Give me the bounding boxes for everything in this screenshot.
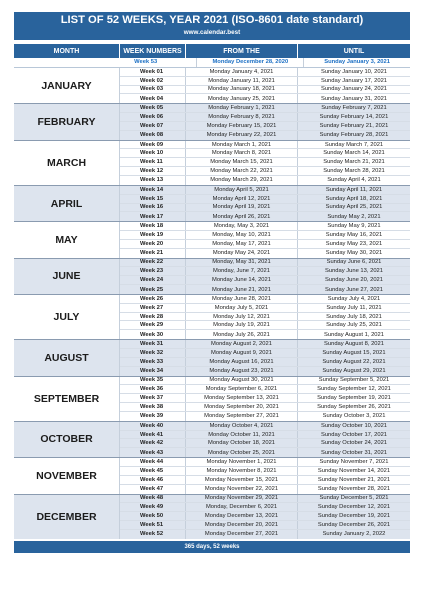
week-number: Week 51 [120,521,186,529]
week-number: Week 09 [120,141,186,149]
week-number: Week 07 [120,122,186,130]
table-row [120,195,410,204]
week-until: Sunday January 10, 2021 [320,68,388,75]
week-number: Week 02 [120,77,186,85]
week-number: Week 23 [120,267,186,275]
week-53-month-cell [14,58,114,67]
table-row [120,68,410,77]
week-until: Sunday June 6, 2021 [326,259,382,266]
week-number: Week 37 [120,394,186,402]
week-from: Monday, May 17, 2021 [186,240,298,248]
table-row [120,521,410,530]
week-from: Monday July 5, 2021 [186,304,298,312]
week-until: Sunday March 7, 2021 [324,141,384,148]
month-name: APRIL [14,186,120,221]
week-number: Week 46 [120,476,186,484]
week-from: Monday August 16, 2021 [186,358,298,366]
week-until: Sunday October 24, 2021 [320,440,388,447]
week-number: Week 21 [120,249,186,258]
week-until: Sunday January 17, 2021 [320,77,388,84]
table-row [120,276,410,285]
month-group-december [14,495,410,539]
table-row [120,285,410,294]
week-from: Monday September 6, 2021 [186,385,298,393]
table-row [120,158,410,167]
month-name: MARCH [14,141,120,185]
week-number: Week 42 [120,439,186,447]
week-until: Sunday May 2, 2021 [327,213,381,220]
month-name: JUNE [14,259,120,294]
month-weeks [120,377,410,421]
week-from: Monday November 22, 2021 [186,485,298,494]
week-from: Monday March 15, 2021 [186,158,298,166]
week-from: Monday, December 6, 2021 [186,503,298,511]
month-weeks [120,104,410,139]
week-from: Monday February 22, 2021 [186,131,298,140]
week-number: Week 31 [120,340,186,348]
table-row [120,503,410,512]
header-until: UNTIL [343,47,365,55]
month-group-february [14,104,410,140]
month-weeks [120,141,410,185]
table-row [120,240,410,249]
table-row [120,439,410,448]
week-until: Sunday July 11, 2021 [326,304,382,311]
week-from: Monday January 11, 2021 [186,77,298,85]
table-row [120,412,410,421]
week-until: Sunday February 14, 2021 [319,113,389,120]
table-row [120,141,410,150]
week-from: Monday, May 3, 2021 [186,222,298,230]
table-row [120,422,410,431]
week-from: Monday, May 31, 2021 [186,259,298,267]
week-from: Monday March 8, 2021 [186,149,298,157]
table-row [120,321,410,330]
table-row [120,204,410,213]
week-from: Monday March 29, 2021 [186,176,298,185]
month-name: DECEMBER [14,495,120,539]
month-weeks [120,222,410,257]
table-row [120,86,410,95]
week-until: Sunday September 26, 2021 [317,403,391,410]
month-weeks [120,422,410,457]
week-53-row [14,58,410,68]
week-number: Week 35 [120,377,186,385]
table-row [120,431,410,440]
month-group-may [14,222,410,258]
week-until: Sunday June 27, 2021 [324,286,384,293]
week-number: Week 38 [120,403,186,411]
table-row [120,212,410,221]
week-from: Monday January 18, 2021 [186,86,298,94]
table-row [120,222,410,231]
week-from: Monday May 24, 2021 [186,249,298,258]
table-row [120,403,410,412]
week-number: Week 43 [120,448,186,457]
week-until: Sunday November 21, 2021 [317,476,391,483]
week-from: Monday March 1, 2021 [186,141,298,149]
week-number: Week 27 [120,304,186,312]
week-number: Week 11 [120,158,186,166]
week-from: Monday November 1, 2021 [186,458,298,466]
week-from: Monday June 14, 2021 [186,276,298,284]
month-weeks [120,68,410,103]
week-from: Monday February 15, 2021 [186,122,298,130]
table-row [120,458,410,467]
week-from: Monday October 11, 2021 [186,431,298,439]
week-from: Monday August 23, 2021 [186,367,298,376]
week-from: Monday June 21, 2021 [186,285,298,294]
week-number: Week 19 [120,231,186,239]
week-from: Monday October 25, 2021 [186,448,298,457]
week-number: Week 41 [120,431,186,439]
month-name: OCTOBER [14,422,120,457]
month-weeks [120,340,410,375]
week-number: Week 40 [120,422,186,430]
week-until: Sunday July 18, 2021 [326,313,382,320]
week-from: Monday October 18, 2021 [186,439,298,447]
week-number: Week 29 [120,321,186,329]
week-from: Monday June 28, 2021 [186,295,298,303]
week-until: Sunday November 14, 2021 [317,467,391,474]
header-month: MONTH [14,44,120,58]
week-until: Sunday July 25, 2021 [326,322,382,329]
week-from: Monday July 19, 2021 [186,321,298,329]
month-group-october [14,422,410,458]
month-name: FEBRUARY [14,104,120,139]
week-from: Monday November 15, 2021 [186,476,298,484]
week-until: Sunday May 16, 2021 [325,231,383,238]
week-from: Monday April 26, 2021 [186,212,298,221]
week-number: Week 26 [120,295,186,303]
title-banner [14,12,410,40]
month-weeks [120,495,410,539]
week-until: Sunday August 1, 2021 [324,331,384,338]
week-number: Week 25 [120,285,186,294]
month-group-august [14,340,410,376]
week-until: Sunday September 19, 2021 [317,395,391,402]
week-until: Sunday May 30, 2021 [325,250,383,257]
table-row [120,394,410,403]
table-row [120,377,410,386]
table-row [120,367,410,376]
table-header [14,44,410,58]
month-group-april [14,186,410,222]
calendar-sheet [14,12,410,553]
week-from: Monday November 29, 2021 [186,495,298,503]
week-number: Week 18 [120,222,186,230]
week-number: Week 13 [120,176,186,185]
week-until: Sunday January 2, 2022 [322,531,386,538]
week-from: Monday December 20, 2021 [186,521,298,529]
week-number: Week 24 [120,276,186,284]
week-until: Sunday October 31, 2021 [320,449,388,456]
week-until: Sunday February 7, 2021 [321,105,387,112]
week-number: Week 06 [120,113,186,121]
week-until: Sunday June 20, 2021 [324,277,384,284]
table-row [120,131,410,140]
week-until: Sunday December 19, 2021 [317,513,391,520]
table-row [120,176,410,185]
week-number: Week 45 [120,467,186,475]
week-from: Monday December 27, 2021 [186,530,298,539]
week-number: Week 10 [120,149,186,157]
week-number: Week 39 [120,412,186,421]
week-until: Sunday May 9, 2021 [327,223,381,230]
week-until: Sunday December 26, 2021 [317,521,391,528]
month-group-september [14,377,410,422]
week-until: Sunday January 31, 2021 [320,95,388,102]
month-group-july [14,295,410,340]
table-row [120,122,410,131]
site-url: www.calendar.best [183,29,241,36]
week-until: Sunday April 18, 2021 [325,195,383,202]
week-from: Monday, May 10, 2021 [186,231,298,239]
week-number: Week 49 [120,503,186,511]
table-row [120,304,410,313]
month-group-june [14,259,410,295]
table-row [120,476,410,485]
table-row [120,512,410,521]
week-number: Week 32 [120,349,186,357]
month-weeks [120,259,410,294]
week-until: Sunday September 5, 2021 [318,377,390,384]
week-until: Sunday August 15, 2021 [322,349,386,356]
week-from: Monday March 22, 2021 [186,167,298,175]
table-row [120,385,410,394]
month-group-november [14,458,410,494]
week-53-from: Monday December 28, 2020 [197,58,304,67]
week-number: Week 36 [120,385,186,393]
week-from: Monday April 5, 2021 [186,186,298,194]
week-until: Sunday April 25, 2021 [325,204,383,211]
week-number: Week 17 [120,212,186,221]
month-name: NOVEMBER [14,458,120,493]
week-until: Sunday March 28, 2021 [323,168,385,175]
table-row [120,259,410,268]
table-row [120,467,410,476]
week-from: Monday November 8, 2021 [186,467,298,475]
week-until: Sunday April 4, 2021 [327,177,381,184]
week-number: Week 03 [120,86,186,94]
table-row [120,495,410,504]
week-from: Monday February 1, 2021 [186,104,298,112]
week-until: Sunday April 11, 2021 [325,186,383,193]
table-row [120,530,410,539]
month-name: SEPTEMBER [14,377,120,421]
table-row [120,358,410,367]
week-until: Sunday December 5, 2021 [319,495,389,502]
week-number: Week 05 [120,104,186,112]
week-from: Monday April 12, 2021 [186,195,298,203]
week-number: Week 22 [120,259,186,267]
week-from: Monday April 19, 2021 [186,204,298,212]
table-row [120,149,410,158]
week-from: Monday February 8, 2021 [186,113,298,121]
week-until: Sunday September 12, 2021 [317,386,391,393]
table-row [120,94,410,103]
week-from: Monday January 25, 2021 [186,94,298,103]
week-until: Sunday November 28, 2021 [317,486,391,493]
week-from: Monday October 4, 2021 [186,422,298,430]
week-from: Monday August 9, 2021 [186,349,298,357]
week-until: Sunday July 4, 2021 [327,295,381,302]
header-from: FROM THE [186,44,298,58]
week-from: Monday September 20, 2021 [186,403,298,411]
week-53-number: Week 53 [114,58,197,67]
week-until: Sunday October 10, 2021 [320,422,388,429]
months-table-body [14,68,410,539]
month-name: MAY [14,222,120,257]
table-row [120,186,410,195]
table-row [120,113,410,122]
table-row [120,330,410,339]
week-until: Sunday May 23, 2021 [325,240,383,247]
week-from: Monday September 13, 2021 [186,394,298,402]
table-row [120,448,410,457]
table-row [120,267,410,276]
week-until: Sunday February 21, 2021 [319,122,389,129]
week-number: Week 14 [120,186,186,194]
footer-summary: 365 days, 52 weeks [14,541,410,553]
month-name: AUGUST [14,340,120,375]
week-number: Week 48 [120,495,186,503]
week-until: Sunday June 13, 2021 [324,268,384,275]
header-week-numbers: WEEK NUMBERS [120,44,186,58]
week-number: Week 01 [120,68,186,76]
month-name: JANUARY [14,68,120,103]
week-until: Sunday August 22, 2021 [322,358,386,365]
month-weeks [120,186,410,221]
week-from: Monday July 12, 2021 [186,313,298,321]
week-until: Sunday August 29, 2021 [322,368,386,375]
table-row [120,249,410,258]
month-weeks [120,458,410,493]
week-number: Week 52 [120,530,186,539]
week-from: Monday August 30, 2021 [186,377,298,385]
week-number: Week 04 [120,94,186,103]
week-from: Monday December 13, 2021 [186,512,298,520]
week-until: Sunday December 12, 2021 [317,504,391,511]
week-number: Week 15 [120,195,186,203]
week-until: Sunday March 14, 2021 [323,150,385,157]
week-53-until: Sunday January 3, 2021 [324,59,390,66]
month-group-march [14,141,410,186]
page-title: LIST OF 52 WEEKS, YEAR 2021 (ISO-8601 date standard) [60,14,364,26]
week-number: Week 30 [120,330,186,339]
table-row [120,340,410,349]
week-until: Sunday March 21, 2021 [323,159,385,166]
table-row [120,167,410,176]
week-until: Sunday October 3, 2021 [322,413,386,420]
week-until: Sunday January 24, 2021 [320,86,388,93]
week-until: Sunday August 8, 2021 [324,341,384,348]
week-number: Week 34 [120,367,186,376]
week-number: Week 44 [120,458,186,466]
week-from: Monday, June 7, 2021 [186,267,298,275]
week-from: Monday July 26, 2021 [186,330,298,339]
week-number: Week 47 [120,485,186,494]
week-number: Week 08 [120,131,186,140]
month-group-january [14,68,410,104]
week-number: Week 16 [120,204,186,212]
table-row [120,77,410,86]
week-from: Monday September 27, 2021 [186,412,298,421]
month-weeks [120,295,410,339]
week-number: Week 20 [120,240,186,248]
table-row [120,349,410,358]
week-from: Monday August 2, 2021 [186,340,298,348]
week-number: Week 12 [120,167,186,175]
week-until: Sunday November 7, 2021 [319,459,389,466]
table-row [120,295,410,304]
week-until: Sunday October 17, 2021 [320,431,388,438]
week-number: Week 28 [120,313,186,321]
month-name: JULY [14,295,120,339]
week-number: Week 33 [120,358,186,366]
table-row [120,231,410,240]
table-row [120,485,410,494]
week-number: Week 50 [120,512,186,520]
table-row [120,313,410,322]
table-row [120,104,410,113]
week-until: Sunday February 28, 2021 [319,132,389,139]
week-from: Monday January 4, 2021 [186,68,298,76]
